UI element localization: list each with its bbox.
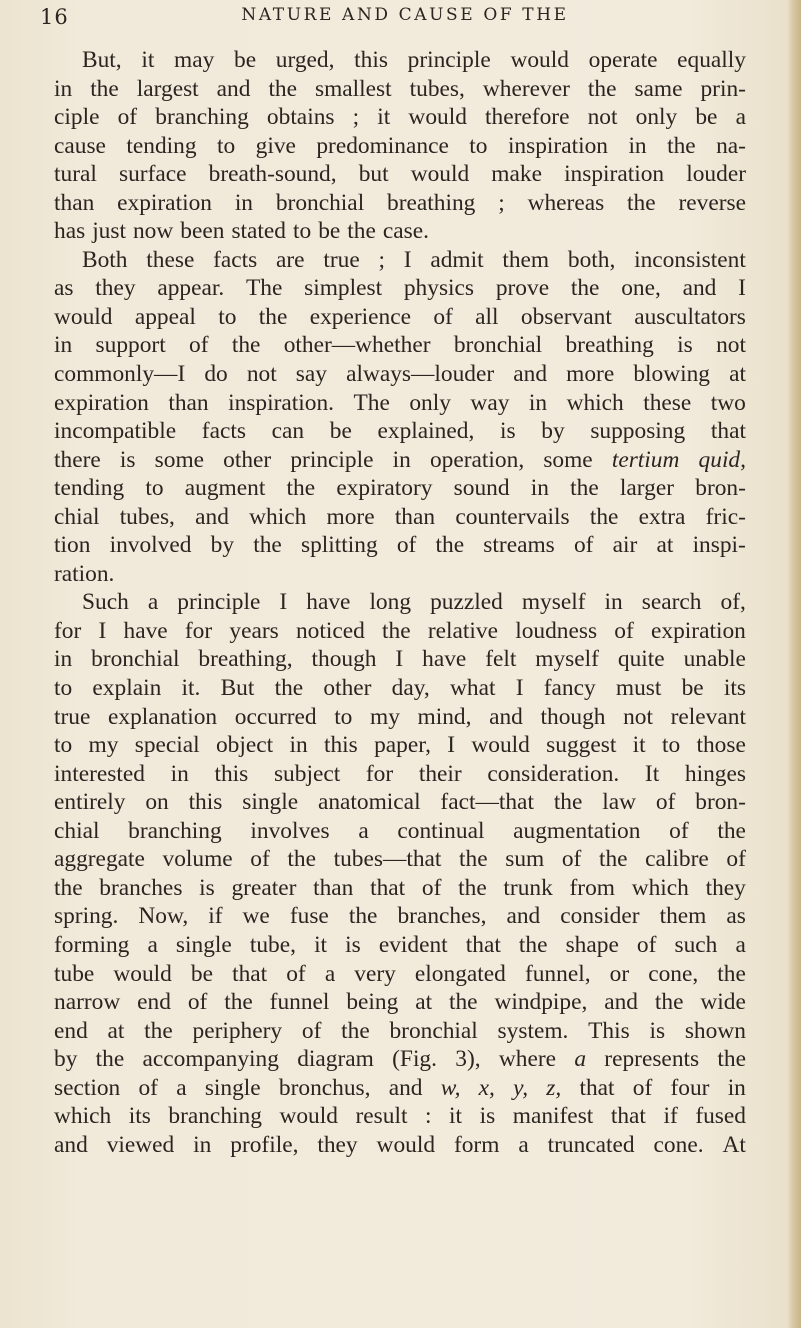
text-line: would appeal to the experience of all observant auscultators <box>54 303 746 330</box>
text-line: there is some other principle in operation, some tertium quid, <box>54 446 746 473</box>
text-line: ration. <box>54 560 115 587</box>
text-line: interested in this subject for their consideration. It hinges <box>54 760 746 787</box>
text-line: chial tubes, and which more than countervails the extra fric- <box>54 503 746 530</box>
text-line: Such a principle I have long puzzled myself in search of, <box>82 589 746 616</box>
text-line: tion involved by the splitting of the streams of air at inspi- <box>54 532 746 559</box>
body-text <box>54 46 746 1159</box>
text-line: ciple of branching obtains ; it would therefore not only be a <box>54 104 746 131</box>
text-line: narrow end of the funnel being at the windpipe, and the wide <box>54 989 746 1016</box>
running-head: NATURE AND CAUSE OF THE <box>241 5 569 25</box>
page-edge-shadow <box>787 0 801 1328</box>
text-line: the branches is greater than that of the trunk from which they <box>54 874 746 901</box>
text-line: But, it may be urged, this principle would operate equally <box>82 47 746 73</box>
text-line: to my special object in this paper, I would suggest it to those <box>54 732 746 759</box>
text-line: in support of the other—whether bronchial breathing is not <box>54 332 746 359</box>
text-line: as they appear. The simplest physics prove the one, and I <box>54 275 746 302</box>
text-line: which its branching would result : it is manifest that if fused <box>54 1103 746 1130</box>
text-line: and viewed in profile, they would form a truncated cone. At <box>54 1131 746 1158</box>
text-line: tural surface breath-sound, but would make inspiration louder <box>54 161 746 188</box>
text-line: than expiration in bronchial breathing ; whereas the reverse <box>54 189 746 216</box>
page-number: 16 <box>40 5 69 29</box>
text-line: true explanation occurred to my mind, and though not relevant <box>54 703 746 730</box>
text-line: forming a single tube, it is evident that the shape of such a <box>54 931 746 958</box>
text-line: Both these facts are true ; I admit them both, inconsistent <box>82 246 746 273</box>
text-line: by the accompanying diagram (Fig. 3), where a represents the <box>54 1046 746 1073</box>
text-line: section of a single bronchus, and w, x, y, z, that of four in <box>54 1074 746 1101</box>
text-line: chial branching involves a continual augmentation of the <box>54 817 746 844</box>
text-line: spring. Now, if we fuse the branches, and consider them as <box>54 903 746 930</box>
text-line: expiration than inspiration. The only way in which these two <box>54 389 746 416</box>
text-line: cause tending to give predominance to inspiration in the na- <box>54 132 746 159</box>
text-line: entirely on this single anatomical fact—that the law of bron- <box>54 789 746 816</box>
text-line: commonly—I do not say always—louder and more blowing at <box>54 361 746 388</box>
text-line: aggregate volume of the tubes—that the sum of the calibre of <box>54 846 746 873</box>
text-line: incompatible facts can be explained, is by supposing that <box>54 418 746 445</box>
text-line: tending to augment the expiratory sound in the larger bron- <box>54 475 746 502</box>
text-line: to explain it. But the other day, what I fancy must be its <box>54 675 746 702</box>
text-line: tube would be that of a very elongated funnel, or cone, the <box>54 960 746 987</box>
text-line: in the largest and the smallest tubes, wherever the same prin- <box>54 75 746 102</box>
page-header <box>40 5 760 39</box>
text-line: for I have for years noticed the relative loudness of expiration <box>54 617 746 644</box>
text-line: end at the periphery of the bronchial system. This is shown <box>54 1017 746 1044</box>
text-line: has just now been stated to be the case. <box>54 218 429 245</box>
text-line: in bronchial breathing, though I have felt myself quite unable <box>54 646 746 673</box>
